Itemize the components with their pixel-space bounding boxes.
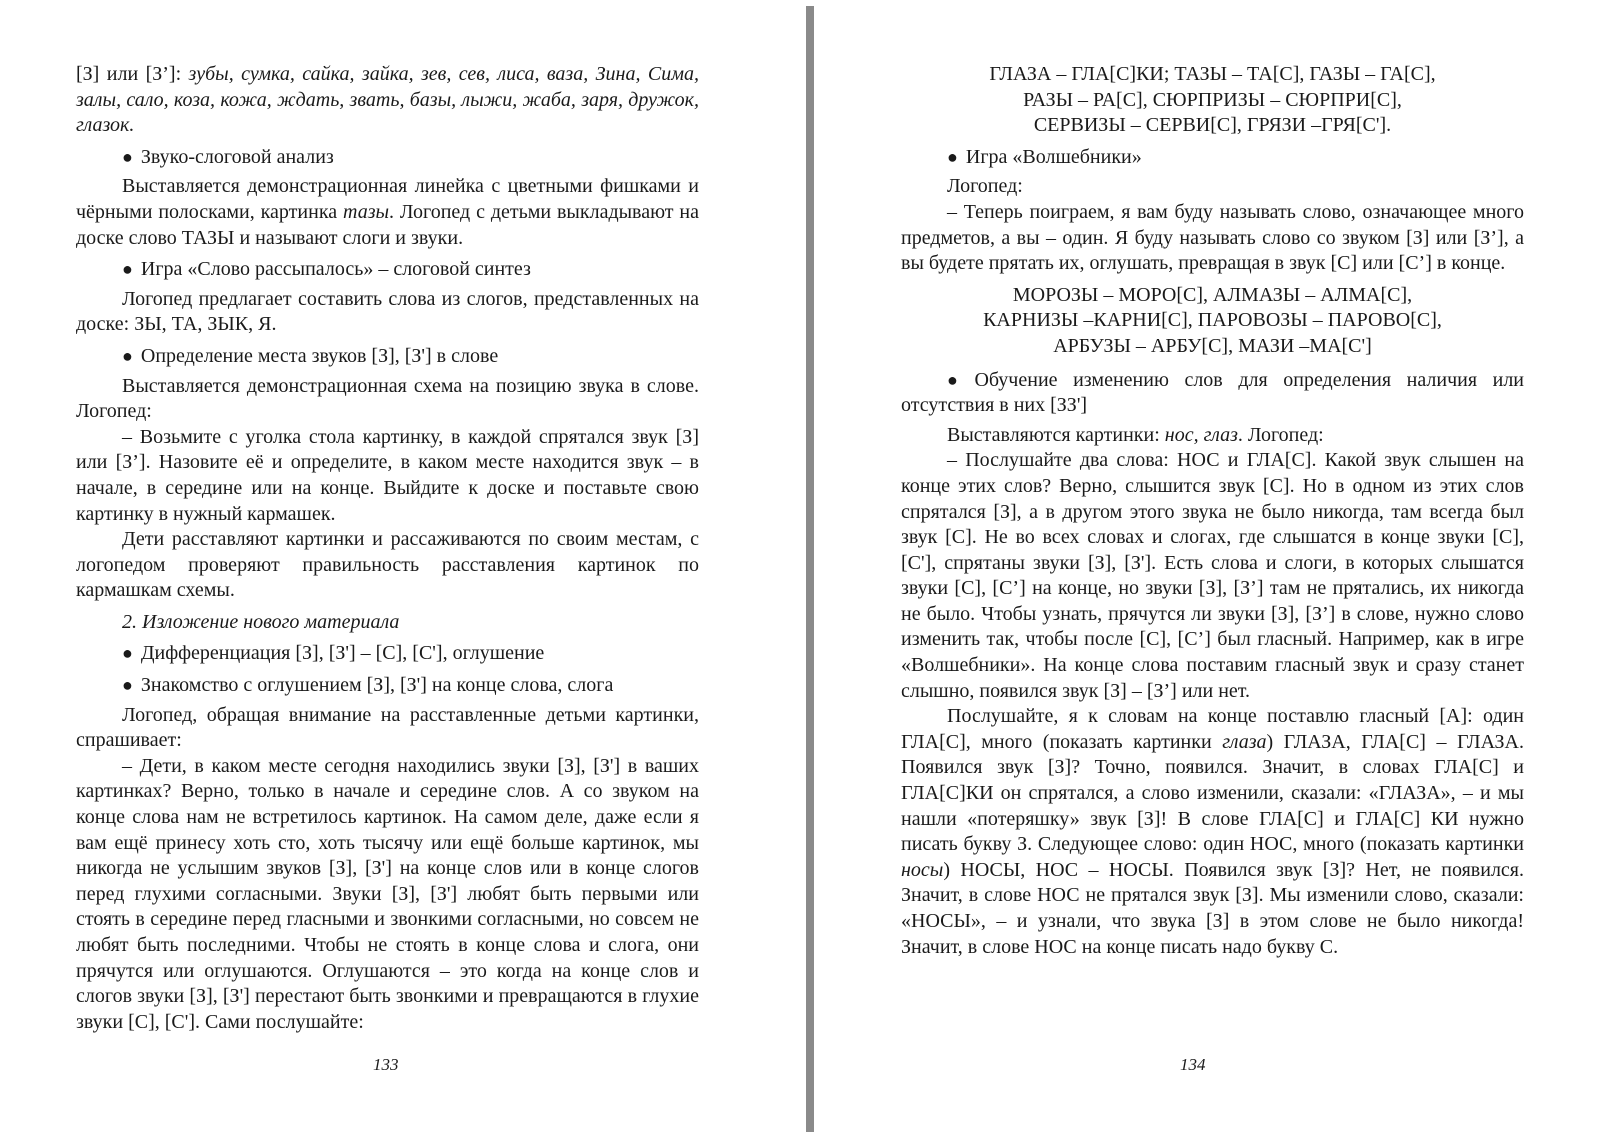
- bullet-item: [901, 368, 1524, 419]
- bullet-text: Звуко-слоговой анализ: [140, 145, 334, 168]
- bullet-item: [901, 145, 1524, 171]
- bullet-item: [76, 257, 699, 283]
- left-page: [76, 62, 699, 1035]
- paragraph: Логопед, обращая внимание на расставленные детьми картинки, спрашивает:: [76, 703, 699, 752]
- example-line: ГЛАЗА – ГЛА[С]КИ; ТАЗЫ – ТА[С], ГАЗЫ – ГА[С],: [989, 63, 1436, 85]
- paragraph: – Теперь поиграем, я вам буду называть слово, означающее много предметов, а вы – один. Я буду называть слово со звуком [З] или [З’], а вы будете прятать их, оглушать, превращая в звук [С] или [С’] в конце.: [901, 200, 1524, 275]
- example-line: СЕРВИЗЫ – СЕРВИ[С], ГРЯЗИ –ГРЯ[С'].: [1033, 114, 1392, 137]
- bullet-dot-icon: ●: [947, 369, 969, 390]
- paragraph-text: . Логопед с детьми выкладывают на доске слово ТАЗЫ и называют слоги и звуки.: [76, 200, 699, 249]
- italic-word-list: зубы, сумка, сайка, зайка, зев, сев, лиса, ваза, Зина, Сима, залы, сало, коза, кожа, ждать, звать, базы, лыжи, жаба, заря, дружок, глазок.: [76, 63, 699, 137]
- bullet-item: [76, 641, 699, 667]
- paragraph-text: ) НОСЫ, НОС – НОСЫ. Появился звук [З]? Нет, не появился. Значит, в слове НОС не прятался звук [З]. Мы изменили слово, сказали: «НОСЫ», – и узнали, что звука [З] в этом слове не было никогда! Значит, в слове НОС на конце писать надо букву С.: [901, 858, 1524, 958]
- bullet-dot-icon: ●: [122, 345, 133, 366]
- bullet-text: Обучение изменению слов для определения наличия или отсутствия в них [ЗЗ']: [901, 368, 1525, 417]
- page-gutter: [806, 6, 814, 1132]
- example-line: АРБУЗЫ – АРБУ[С], МАЗИ –МА[С']: [1053, 334, 1372, 357]
- paragraph: Логопед:: [947, 175, 1023, 198]
- bullet-text: Игра «Волшебники»: [965, 145, 1142, 168]
- section-heading-text: 2. Изложение нового материала: [122, 610, 400, 633]
- paragraph: – Возьмите с уголка стола картинку, в каждой спрятался звук [З] или [З’]. Назовите её и определите, в каком месте находится звук – в начале, в середине или на конце. Выйдите к доске и поставьте свою картинку в нужный кармашек.: [76, 425, 699, 525]
- bullet-dot-icon: ●: [122, 146, 133, 167]
- bullet-item: [76, 673, 699, 699]
- italic-word: глаза: [1222, 730, 1267, 753]
- bullet-text: Определение места звуков [З], [З'] в слове: [140, 344, 499, 367]
- paragraph: [901, 423, 1524, 449]
- bullet-item: [76, 145, 699, 171]
- bullet-dot-icon: ●: [947, 146, 958, 167]
- paragraph: Дети расставляют картинки и рассаживаются по своим местам, с логопедом проверяют правильность расставления картинок по кармашкам схемы.: [76, 528, 699, 602]
- paragraph: [76, 174, 699, 251]
- page-number-left: 133: [373, 1055, 399, 1074]
- italic-word: нос, глаз: [1164, 423, 1238, 446]
- word-list-paragraph: [76, 62, 699, 139]
- example-line: РАЗЫ – РА[С], СЮРПРИЗЫ – СЮРПРИ[С],: [1023, 88, 1402, 111]
- bullet-dot-icon: ●: [122, 259, 133, 280]
- paragraph-text: ) ГЛАЗА, ГЛА[С] – ГЛАЗА. Появился звук [З]? Точно, появился. Значит, в словах ГЛА[С] и ГЛА[С]КИ он спрятался, а слово изменили, сказали: «ГЛАЗА», – и мы нашли «потеряшку» звук [З]! В слове ГЛА[С] и ГЛА[С] КИ нужно писать букву З. Следующее слово: один НОС, много (показать картинки: [901, 730, 1524, 856]
- paragraph: [901, 704, 1524, 960]
- paragraph-text: Выставляются картинки:: [947, 423, 1165, 446]
- example-line: КАРНИЗЫ –КАРНИ[С], ПАРОВОЗЫ – ПАРОВО[С],: [983, 309, 1442, 332]
- right-page: [901, 62, 1524, 960]
- bullet-text: Знакомство с оглушением [З], [З'] на конце слова, слога: [140, 674, 614, 697]
- paragraph-text: Послушайте, я к словам на конце поставлю гласный [А]: один ГЛА[С], много (показать картинки: [901, 705, 1524, 753]
- italic-word: тазы: [343, 200, 390, 223]
- section-heading: [76, 610, 699, 636]
- paragraph: Выставляется демонстрационная схема на позицию звука в слове. Логопед:: [76, 374, 699, 423]
- paragraph-text: Выставляется демонстрационная линейка с цветными фишками и чёрными полосками, картинка: [76, 175, 699, 223]
- bullet-item: [76, 344, 699, 370]
- bullet-text: Дифференциация [З], [З'] – [С], [С'], оглушение: [140, 642, 545, 665]
- paragraph: – Послушайте два слова: НОС и ГЛА[С]. Какой звук слышен на конце этих слов? Верно, слышится звук [С]. Но в одном из этих слов спрятался [З], а в другом этого звука не было никогда, там всегда был звук [С]. Не во всех словах и слогах, где слышатся в конце звуки [С], [С'], спрятаны звуки [З], [З']. Есть слова и слоги, в которых слышатся звуки [С], [С’] на конце, но звуки [З], [З’] там не прятались, их никогда не было. Чтобы узнать, прячутся ли звуки [З], [З’] в слове, нужно слово изменить так, чтобы после [С], [С’] был гласный. Например, как в игре «Волшебники». На конце слова поставим гласный звук и сразу станет слышно, появился звук [З] – [З’] или нет.: [901, 449, 1524, 702]
- italic-word: носы: [901, 858, 944, 881]
- paragraph-text: [З] или [З’]:: [76, 63, 189, 85]
- bullet-text: Игра «Слово рассыпалось» – слоговой синтез: [140, 258, 531, 281]
- paragraph-text: . Логопед:: [1237, 423, 1324, 446]
- page-number-right: 134: [1180, 1055, 1206, 1074]
- paragraph: Логопед предлагает составить слова из слогов, представленных на доске: ЗЫ, ТА, ЗЫК, Я.: [76, 287, 699, 336]
- example-line: МОРОЗЫ – МОРО[С], АЛМАЗЫ – АЛМА[С],: [1012, 283, 1413, 306]
- paragraph: – Дети, в каком месте сегодня находились звуки [З], [З'] в ваших картинках? Верно, только в начале и середине слов. А со звуком на конце слова нам не встретилось картинок. На самом деле, даже если я вам ещё принесу хоть сто, хоть тысячу или ещё больше картинок, мы никогда не услышим звуков [З], [З'] на конце слов или в конце слогов перед глухими согласными. Звуки [З], [З'] любят быть первыми или стоять в середине перед гласными и звонкими согласными, но совсем не любят быть последними. Чтобы не стоять в конце слова и слога, они прячутся или оглушаются. Оглушаются – это когда на конце слов и слогов звуки [З], [З'] перестают быть звонкими и превращаются в глухие звуки [С], [С']. Сами послушайте:: [76, 754, 699, 1033]
- bullet-dot-icon: ●: [122, 643, 133, 664]
- bullet-dot-icon: ●: [122, 675, 133, 696]
